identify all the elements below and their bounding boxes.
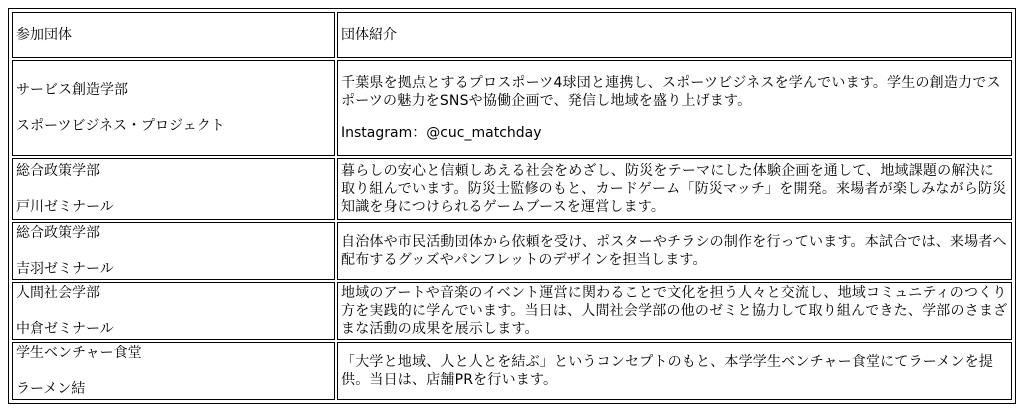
table-header-row bbox=[12, 12, 1012, 58]
group-cell bbox=[12, 222, 335, 280]
group-subname: 吉羽ゼミナール bbox=[16, 261, 114, 277]
group-name: 総合政策学部 bbox=[16, 163, 100, 179]
intro-text: 自治体や市民活動団体から依頼を受け、ポスターやチラシの制作を行っています。本試合では、来場者へ配布するグッズやパンフレットのデザインを担当します。 bbox=[341, 234, 1007, 268]
intro-cell bbox=[337, 342, 1012, 400]
intro-cell bbox=[337, 282, 1012, 340]
header-group: 参加団体 bbox=[12, 12, 335, 58]
table-row bbox=[12, 342, 1012, 400]
participants-table-grid bbox=[10, 10, 1014, 402]
group-name: 総合政策学部 bbox=[16, 225, 100, 241]
group-cell bbox=[12, 158, 335, 220]
group-name: サービス創造学部 bbox=[16, 82, 128, 98]
group-name: 学生ベンチャー食堂 bbox=[16, 345, 142, 361]
group-subname: ラーメン結 bbox=[16, 381, 86, 397]
group-subname: 中倉ゼミナール bbox=[16, 321, 114, 337]
table-row bbox=[12, 158, 1012, 220]
participants-table bbox=[8, 8, 1016, 404]
table-row bbox=[12, 282, 1012, 340]
intro-text: 「大学と地域、人と人とを結ぶ」というコンセプトのもと、本学学生ベンチャー食堂にてラーメンを提供。当日は、店舗PRを行います。 bbox=[341, 354, 994, 388]
group-cell bbox=[12, 60, 335, 156]
intro-cell bbox=[337, 60, 1012, 156]
instagram-handle: Instagram：@cuc_matchday bbox=[341, 125, 542, 141]
intro-text: 千葉県を拠点とするプロスポーツ4球団と連携し、スポーツビジネスを学んでいます。学生の創造力でスポーツの魅力をSNSや協働企画で、発信し地域を盛り上げます。 bbox=[341, 75, 1001, 109]
group-name: 人間社会学部 bbox=[16, 285, 100, 301]
intro-cell bbox=[337, 222, 1012, 280]
group-cell bbox=[12, 342, 335, 400]
intro-cell bbox=[337, 158, 1012, 220]
group-subname: スポーツビジネス・プロジェクト bbox=[16, 118, 225, 134]
group-subname: 戸川ゼミナール bbox=[16, 199, 114, 215]
intro-text: 暮らしの安心と信頼しあえる社会をめざし、防災をテーマにした体験企画を通して、地域課題の解決に取り組んでいます。防災士監修のもと、カードゲーム「防災マッチ」を開発。来場者が楽しみながら防災知識を身につけられるゲームブースを運営します。 bbox=[341, 163, 1007, 215]
table-row bbox=[12, 60, 1012, 156]
group-cell bbox=[12, 282, 335, 340]
table-row bbox=[12, 222, 1012, 280]
intro-text: 地域のアートや音楽のイベント運営に関わることで文化を担う人々と交流し、地域コミュニティのつくり方を実践的に学んでいます。当日は、人間社会学部の他のゼミと協力して取り組んできた、学部のさまざまな活動の成果を展示します。 bbox=[341, 285, 1008, 337]
header-intro: 団体紹介 bbox=[337, 12, 1012, 58]
